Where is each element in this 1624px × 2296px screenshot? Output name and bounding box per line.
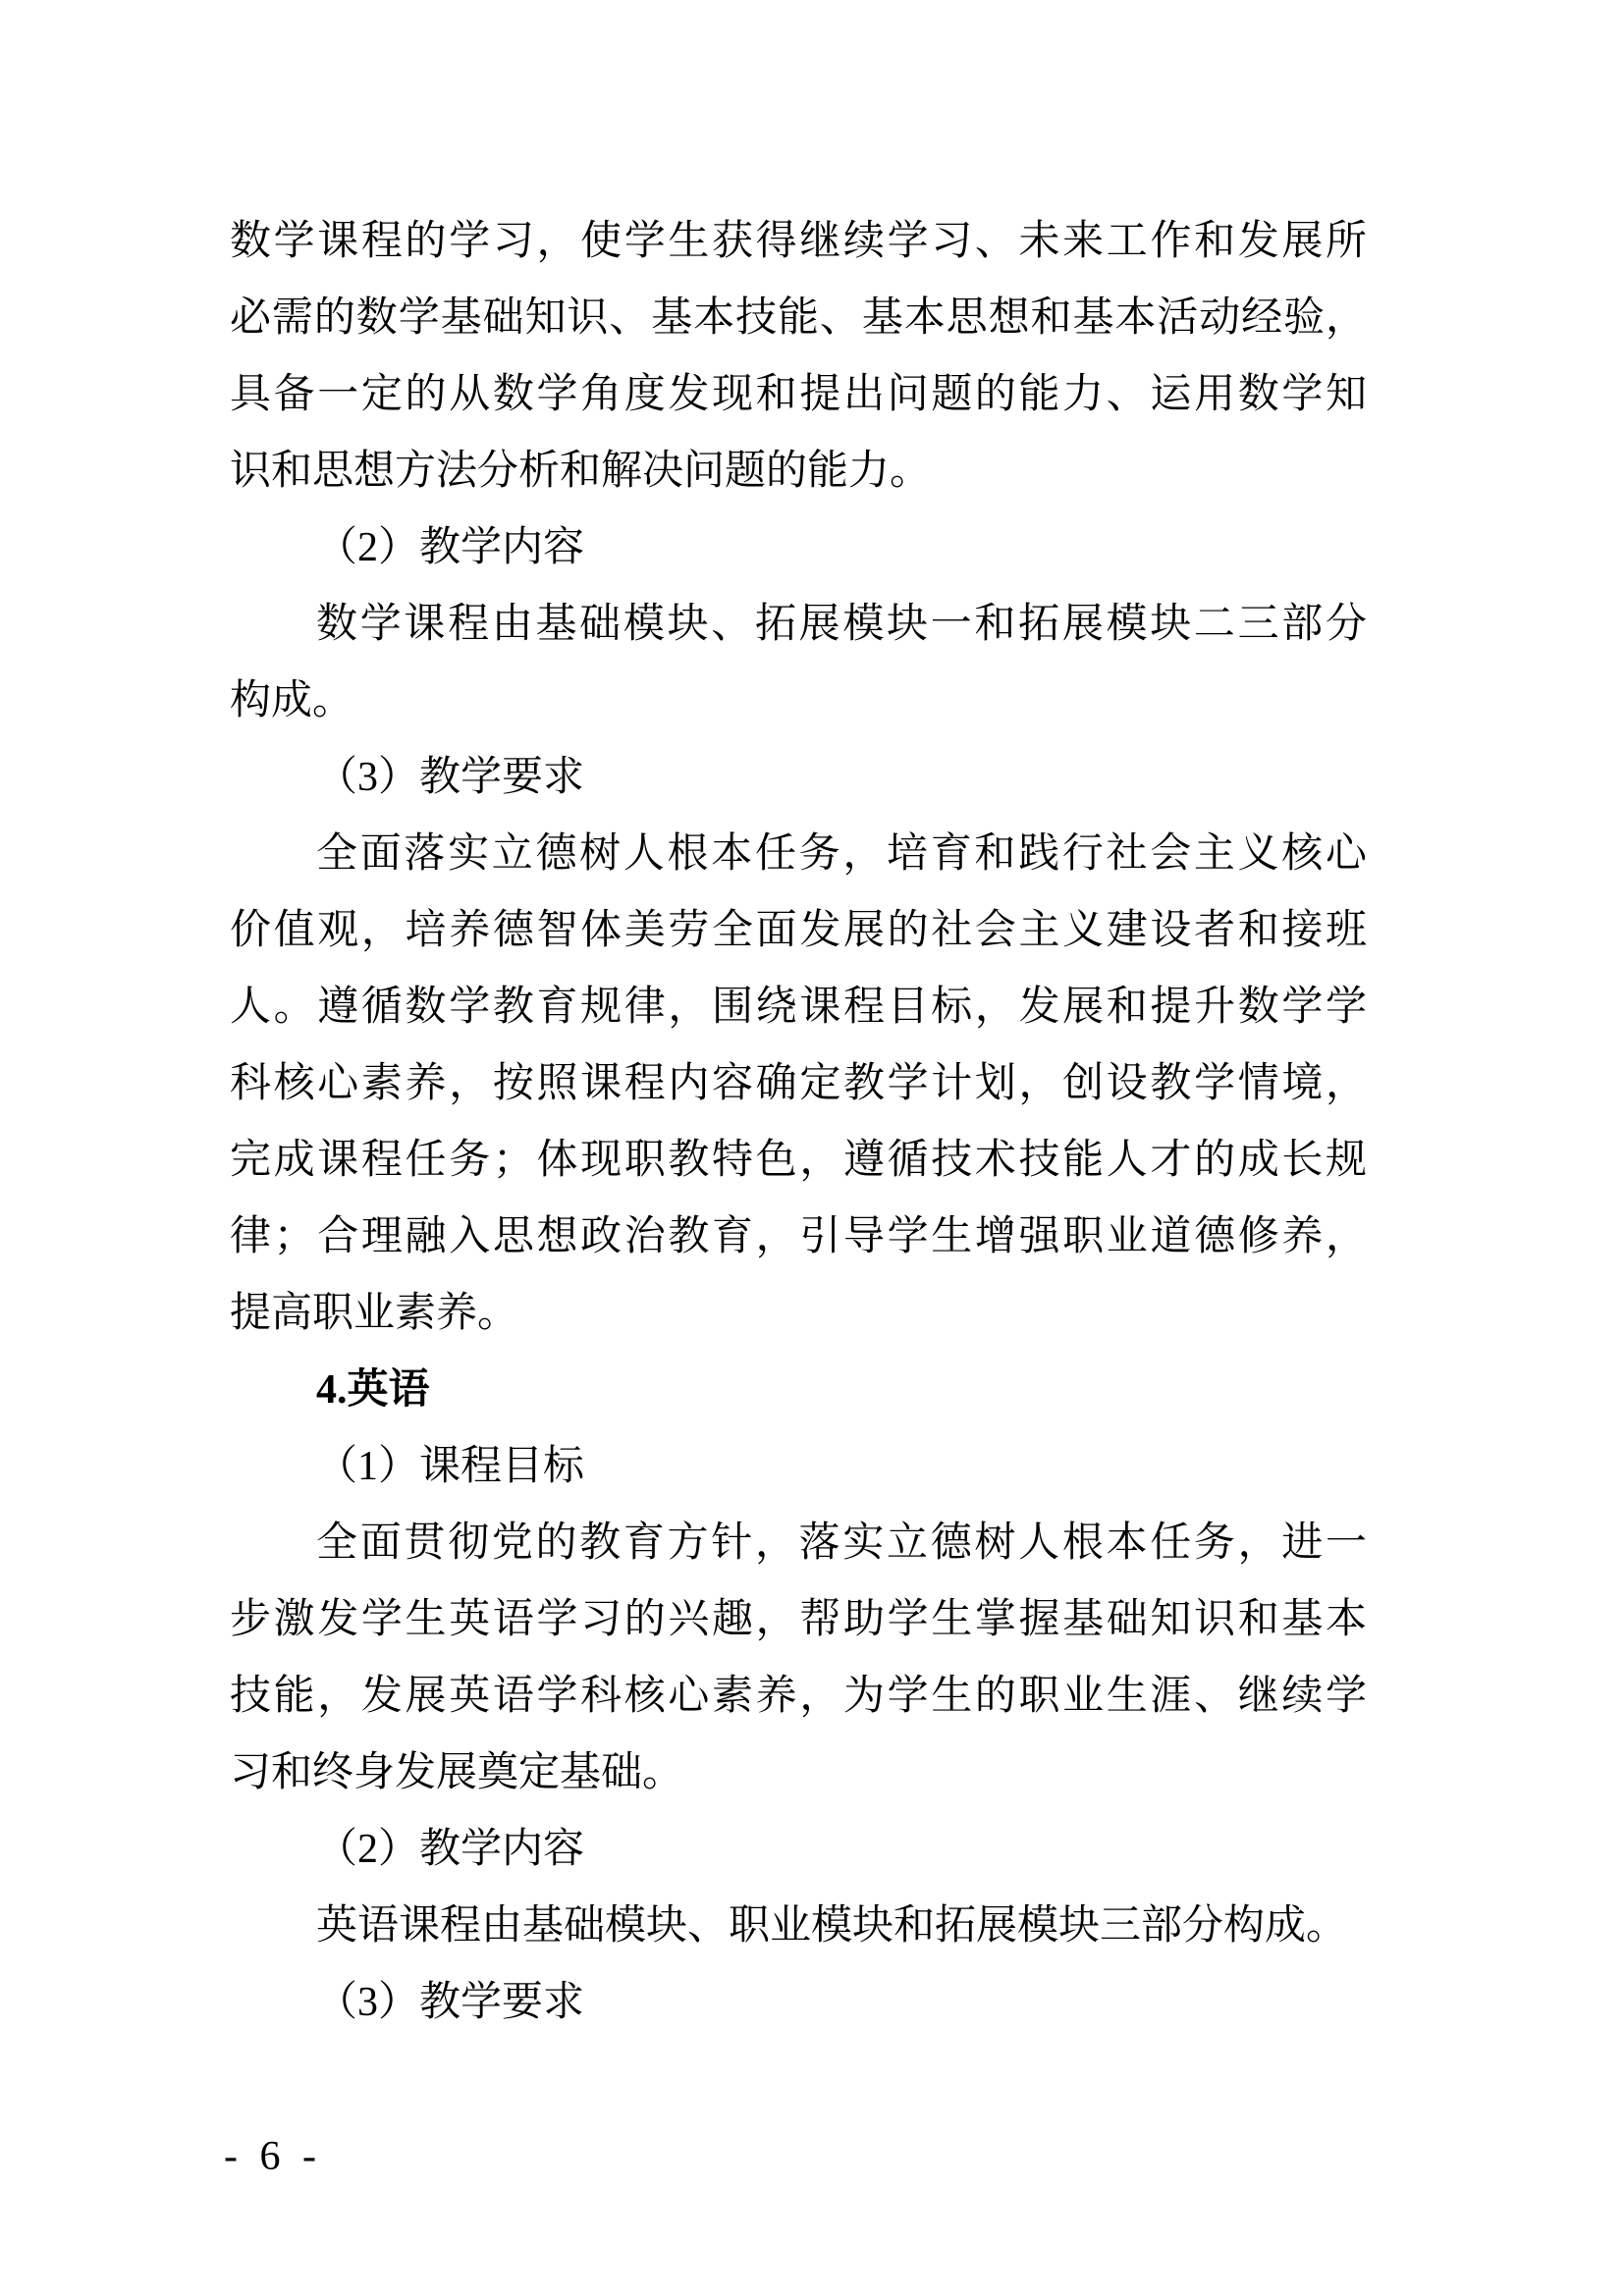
text-line: 英语课程由基础模块、职业模块和拓展模块三部分构成。 xyxy=(316,1903,1348,1949)
text-line: 数学课程由基础模块、拓展模块一和拓展模块二三部分 xyxy=(316,602,1367,647)
text-line: 人。遵循数学教育规律，围绕课程目标，发展和提升数学学 xyxy=(230,985,1367,1030)
text-line: 全面落实立德树人根本任务，培育和践行社会主义核心 xyxy=(316,831,1367,877)
text-line: 识和思想方法分析和解决问题的能力。 xyxy=(230,449,932,494)
text-line: 习和终身发展奠定基础。 xyxy=(230,1750,684,1795)
text-line: （2）教学内容 xyxy=(316,1827,585,1872)
text-line: 必需的数学基础知识、基本技能、基本思想和基本活动经验， xyxy=(230,295,1367,341)
text-line: 价值观，培养德智体美劳全面发展的社会主义建设者和接班 xyxy=(230,908,1367,953)
text-line: （3）教学要求 xyxy=(316,755,585,800)
text-line: 全面贯彻党的教育方针，落实立德树人根本任务，进一 xyxy=(316,1521,1367,1566)
text-line: 数学课程的学习，使学生获得继续学习、未来工作和发展所 xyxy=(230,219,1367,264)
text-line: （1）课程目标 xyxy=(316,1444,585,1489)
page-number: - 6 - xyxy=(224,2134,322,2179)
text-line: 律；合理融入思想政治教育，引导学生增强职业道德修养， xyxy=(230,1214,1367,1259)
text-line: 科核心素养，按照课程内容确定教学计划，创设教学情境， xyxy=(230,1061,1367,1106)
text-line: 提高职业素养。 xyxy=(230,1291,519,1336)
text-line: （3）教学要求 xyxy=(316,1980,585,2025)
text-line: 构成。 xyxy=(230,678,354,723)
text-line: 步激发学生英语学习的兴趣，帮助学生掌握基础知识和基本 xyxy=(230,1597,1367,1642)
text-block xyxy=(230,203,1367,2041)
text-line: （2）教学内容 xyxy=(316,525,585,570)
text-line: 技能，发展英语学科核心素养，为学生的职业生涯、继续学 xyxy=(230,1674,1367,1719)
text-line: 具备一定的从数学角度发现和提出问题的能力、运用数学知 xyxy=(230,372,1367,417)
text-line: 完成课程任务；体现职教特色，遵循技术技能人才的成长规 xyxy=(230,1138,1367,1183)
page-footer xyxy=(224,2127,322,2186)
text-line: 4.英语 xyxy=(316,1367,430,1413)
